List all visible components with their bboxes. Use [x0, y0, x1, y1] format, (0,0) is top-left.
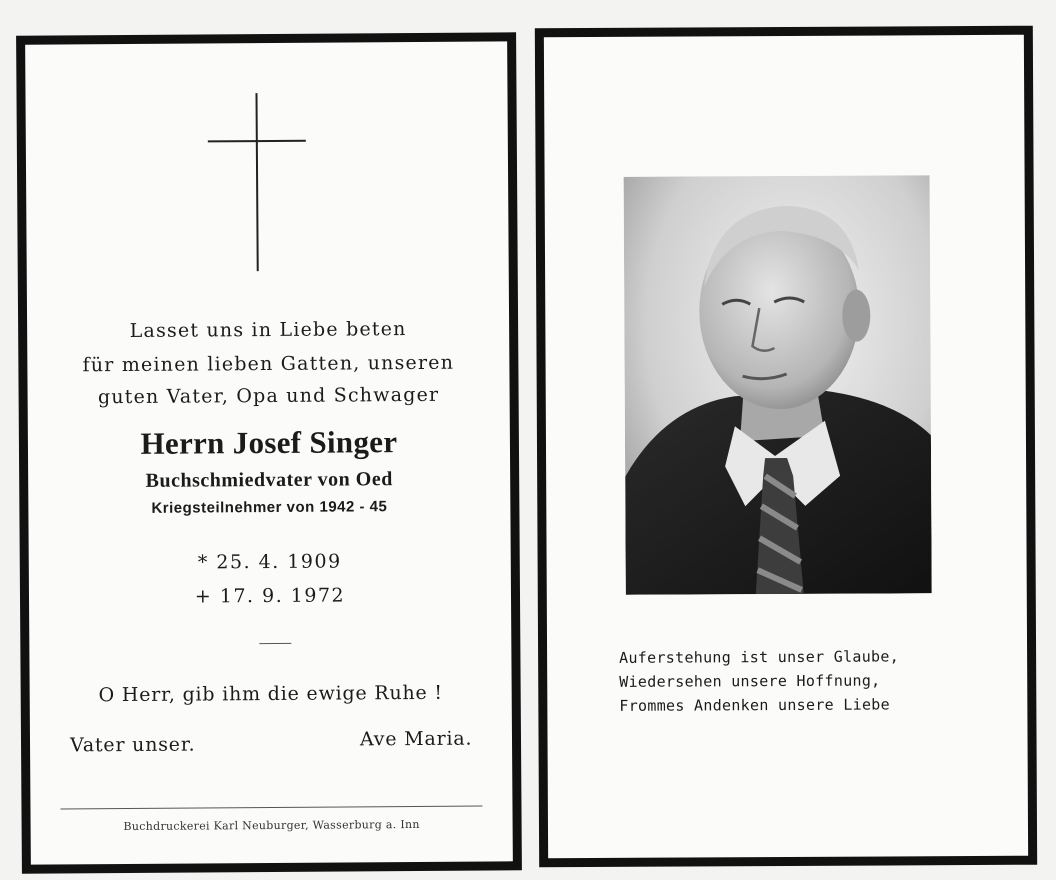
- quote-line-3: Frommes Andenken unsere Liebe: [619, 695, 890, 715]
- deceased-subtitle: Kriegsteilnehmer von 1942 - 45: [151, 498, 388, 517]
- deceased-title: Buchschmiedvater von Oed: [145, 468, 393, 492]
- deceased-name: Herrn Josef Singer: [140, 424, 398, 461]
- footer-rule: [60, 806, 482, 810]
- cross-icon: [207, 93, 308, 274]
- vater-unser-text: Vater unser.: [69, 733, 196, 757]
- divider-dash: [259, 643, 291, 644]
- memorial-card-photo: [535, 26, 1037, 868]
- quote-line-2: Wiedersehen unsere Hoffnung,: [619, 671, 881, 691]
- printer-credit: Buchdruckerei Karl Neuburger, Wasserburg a. Inn: [123, 817, 420, 834]
- prayer-line-2: für meinen lieben Gatten, unseren: [82, 351, 455, 377]
- ave-maria-text: Ave Maria.: [359, 727, 473, 751]
- quote-line-1: Auferstehung ist unser Glaube,: [619, 647, 900, 667]
- death-date: + 17. 9. 1972: [194, 584, 346, 608]
- memorial-card-text: [16, 32, 522, 873]
- prayer-line-3: guten Vater, Opa und Schwager: [97, 383, 440, 409]
- rest-prayer: O Herr, gib ihm die ewige Ruhe !: [98, 681, 443, 707]
- portrait-photo: [624, 175, 932, 595]
- birth-date: * 25. 4. 1909: [197, 550, 342, 574]
- prayer-line-1: Lasset uns in Liebe beten: [129, 318, 407, 342]
